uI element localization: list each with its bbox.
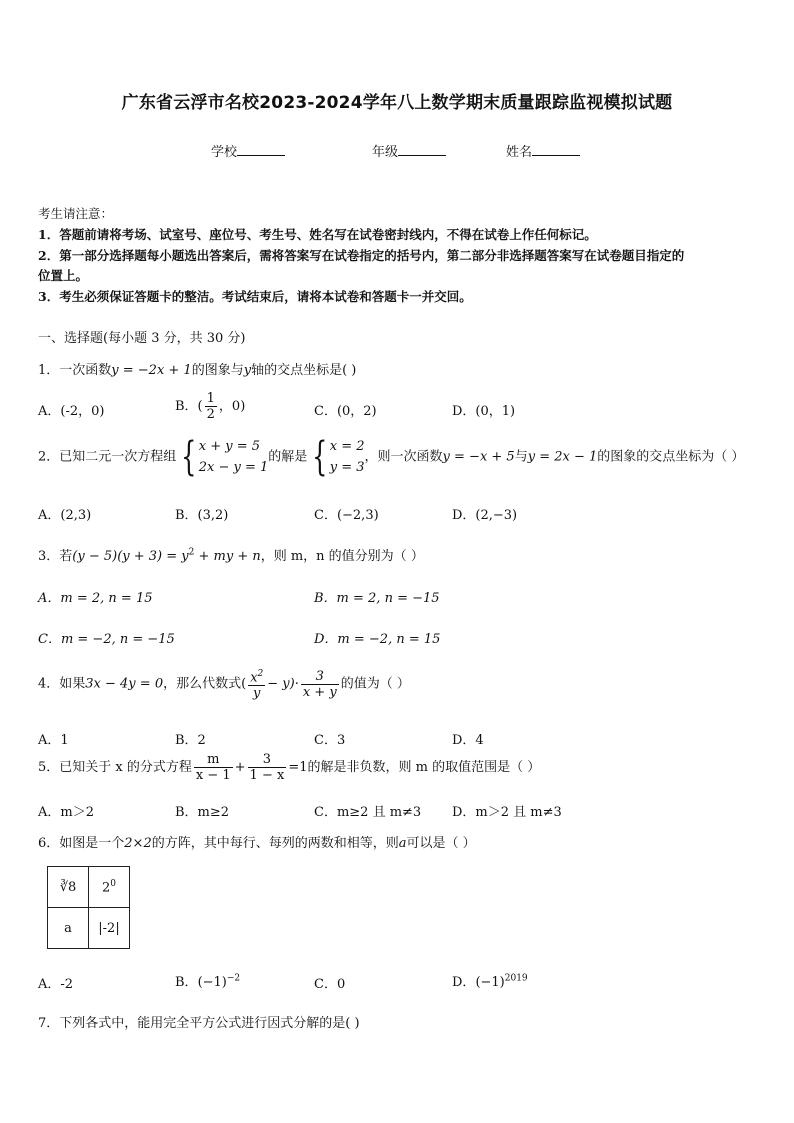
notice-item: 3．考生必须保证答题卡的整洁。考试结束后，请将本试卷和答题卡一并交回。 xyxy=(38,289,472,304)
q2-option-d[interactable]: D．(2,−3) xyxy=(452,508,518,523)
q6-option-b[interactable]: B．$(-1)^{-2}$ xyxy=(175,973,241,990)
grid-cell-a: a xyxy=(48,908,89,949)
q2-system: x + y = 5 2x − y = 1 xyxy=(198,439,269,475)
q1-option-a[interactable]: A．(-2，0) xyxy=(38,404,105,419)
q4-fraction-1: $\frac{x^2}{y}$ xyxy=(250,669,264,702)
question-1: 1．一次函数y = −2x + 1的图象与y轴的交点坐标是( ) xyxy=(38,363,357,378)
q4-option-a[interactable]: A．1 xyxy=(38,733,69,748)
q5-option-c[interactable]: C．m≥2 且 m≠3 xyxy=(314,805,422,820)
school-label: 学校 xyxy=(211,145,238,160)
question-6: 6．如图是一个2×2的方阵，其中每行、每列的两数和相等，则a可以是（ ） xyxy=(38,836,476,851)
q4-option-c[interactable]: C．3 xyxy=(314,733,346,748)
question-2: 2．已知二元一次方程组 { x + y = 5 2x − y = 1的解是 { x = 2 y = 3，则一次函数y = −x + 5与y = 2x − 1的图象的交点坐标为（ ） xyxy=(38,434,745,480)
grade-label: 年级 xyxy=(372,145,399,160)
q1-option-d[interactable]: D．(0，1) xyxy=(452,404,516,419)
q2-option-a[interactable]: A．(2,3) xyxy=(38,508,92,523)
q5-option-b[interactable]: B．m≥2 xyxy=(175,805,230,820)
q4-option-d[interactable]: D．4 xyxy=(452,733,484,748)
notice-item: 2．第一部分选择题每小题选出答案后，需将答案写在试卷指定的括号内，第二部分非选择题答案写在试卷题目指定的 xyxy=(38,248,685,263)
q1-fraction: $\frac{1}{2}$ xyxy=(206,391,215,422)
q4-option-b[interactable]: B．2 xyxy=(175,733,206,748)
grade-blank[interactable] xyxy=(398,143,446,156)
q6-grid xyxy=(47,866,130,949)
q5-fraction-2: $\frac{3}{1 - x}$ xyxy=(249,752,285,783)
q2-solution: x = 2 y = 3 xyxy=(329,439,365,475)
q2-option-c[interactable]: C．(−2,3) xyxy=(314,508,379,523)
q2-option-b[interactable]: B．(3,2) xyxy=(175,508,229,523)
question-7: 7．下列各式中，能用完全平方公式进行因式分解的是( ) xyxy=(38,1016,360,1031)
q1-expression: y = −2x + 1 xyxy=(111,363,192,378)
q5-option-a[interactable]: A．m＞2 xyxy=(38,805,94,820)
name-label: 姓名 xyxy=(506,145,533,160)
notice-item: 1．答题前请将考场、试室号、座位号、考生号、姓名写在试卷密封线内，不得在试卷上作任何标记。 xyxy=(38,227,597,242)
q5-option-d[interactable]: D．m＞2 且 m≠3 xyxy=(452,805,562,820)
grade-field[interactable] xyxy=(372,141,446,160)
q6-option-a[interactable]: A．-2 xyxy=(38,977,74,992)
q3-option-c[interactable]: C．m = −2, n = −15 xyxy=(38,632,175,647)
q3-option-d[interactable]: D．m = −2, n = 15 xyxy=(314,632,441,647)
question-4: 4．如果3x − 4y = 0，那么代数式( $\frac{x^2}{y}$ − y)· $\frac{3}{x + y}$ 的值为（ ） xyxy=(38,668,410,702)
grid-cell-power: $2^0$ xyxy=(89,867,130,908)
q4-fraction-2: $\frac{3}{x + y}$ xyxy=(302,668,337,700)
grid-cell-cuberoot: ∛8 xyxy=(48,867,89,908)
grid-cell-abs: |-2| xyxy=(89,908,130,949)
notice-item: 位置上。 xyxy=(38,268,89,283)
page-title: 广东省云浮市名校2023-2024学年八上数学期末质量跟踪监视模拟试题 xyxy=(121,93,673,113)
section-heading: 一、选择题(每小题 3 分，共 30 分) xyxy=(38,331,246,346)
q3-option-a[interactable]: A．m = 2, n = 15 xyxy=(38,591,153,606)
q6-option-d[interactable]: D．$(-1)^{2019}$ xyxy=(452,973,528,990)
q1-option-c[interactable]: C．(0，2) xyxy=(314,404,377,419)
q6-option-c[interactable]: C．0 xyxy=(314,977,346,992)
question-3: 3．若$(y - 5)(y + 3) = y^2$ + my + n，则 m，n 的值分别为（ ） xyxy=(38,547,424,564)
name-field[interactable] xyxy=(506,141,580,160)
question-5: 5．已知关于 x 的分式方程 $\frac{m}{x - 1}$ + $\frac{3}{1 - x}$ =1的解是非负数，则 m 的取值范围是（ ） xyxy=(38,752,541,783)
q1-option-b[interactable]: B．( $\frac{1}{2}$ ，0) xyxy=(175,391,246,422)
name-blank[interactable] xyxy=(532,143,580,156)
q3-option-b[interactable]: B．m = 2, n = −15 xyxy=(314,591,440,606)
notice-heading: 考生请注意： xyxy=(38,206,114,221)
q5-fraction-1: $\frac{m}{x - 1}$ xyxy=(195,752,231,783)
school-field[interactable] xyxy=(211,141,285,160)
school-blank[interactable] xyxy=(237,143,285,156)
